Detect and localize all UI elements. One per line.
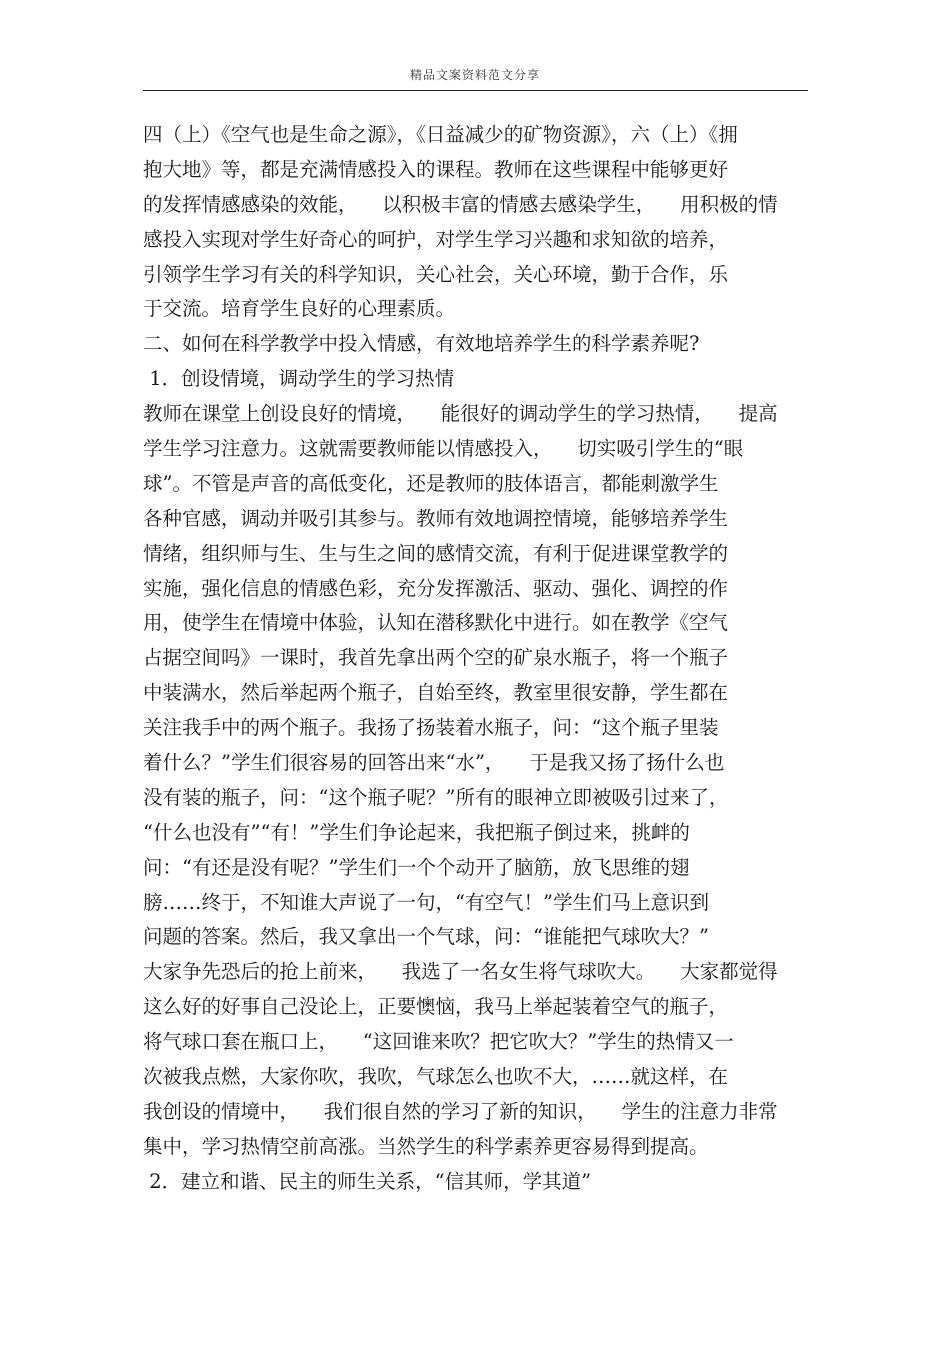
- text-line: 学生学习注意力。这就需要教师能以情感投入， 切实吸引学生的“眼: [143, 437, 744, 461]
- text-line: 情绪，组织师与生、生与生之间的感情交流，有利于促进课堂教学的: [143, 541, 729, 565]
- text-line: 教师在课堂上创设良好的情境， 能很好的调动学生的学习热情， 提高: [143, 402, 778, 426]
- section-heading: 二、如何在科学教学中投入情感，有效地培养学生的科学素养呢?: [143, 332, 700, 356]
- text-line: 感投入实现对学生好奇心的呵护，对学生学习兴趣和求知欲的培养，: [143, 227, 729, 251]
- text-line: 四（上）《空气也是生命之源》，《日益减少的矿物资源》，六（上）《拥: [143, 123, 738, 146]
- text-line: 球”。不管是声音的高低变化，还是教师的肢体语言，都能刺激学生: [143, 471, 719, 495]
- text-line: “什么也没有”“有！”学生们争论起来，我把瓶子倒过来，挑衅的: [143, 820, 690, 844]
- text-line: 占据空间吗》一课时，我首先拿出两个空的矿泉水瓶子，将一个瓶子: [143, 646, 729, 670]
- subsection-heading: 2．建立和谐、民主的师生关系，“信其师，学其道”: [143, 1169, 592, 1193]
- header-divider: [143, 90, 808, 91]
- text-line: 用，使学生在情境中体验，认知在潜移默化中进行。如在教学《空气: [143, 611, 729, 635]
- document-body: [143, 118, 813, 1200]
- text-line: 引领学生学习有关的科学知识，关心社会，关心环境，勤于合作，乐: [143, 262, 729, 286]
- text-line: 问题的答案。然后，我又拿出一个气球，问：“谁能把气球吹大？”: [143, 925, 709, 949]
- text-line: 实施，强化信息的情感色彩，充分发挥激活、驱动、强化、调控的作: [143, 576, 729, 600]
- page-header: 精品文案资料范文分享: [409, 68, 540, 82]
- text-line: 各种官感，调动并吸引其参与。教师有效地调控情境，能够培养学生: [143, 506, 729, 530]
- text-line: 的发挥情感感染的效能， 以积极丰富的情感去感染学生， 用积极的情: [143, 192, 778, 216]
- text-line: 关注我手中的两个瓶子。我扬了扬装着水瓶子，问：“这个瓶子里装: [143, 716, 719, 740]
- text-line: 将气球口套在瓶口上， “这回谁来吹？把它吹大？”学生的热情又一: [143, 1030, 734, 1054]
- subsection-heading: 1．创设情境，调动学生的学习热情: [143, 367, 455, 391]
- text-line: 没有装的瓶子，问：“这个瓶子呢？”所有的眼神立即被吸引过来了，: [143, 785, 729, 809]
- text-line: 我创设的情境中， 我们很自然的学习了新的知识， 学生的注意力非常: [143, 1099, 778, 1123]
- text-line: 问：“有还是没有呢？”学生们一个个动开了脑筋，放飞思维的翅: [143, 855, 690, 879]
- text-line: 中装满水，然后举起两个瓶子，自始至终，教室里很安静，学生都在: [143, 681, 729, 705]
- text-line: 大家争先恐后的抢上前来， 我选了一名女生将气球吹大。 大家都觉得: [143, 960, 778, 984]
- text-line: 膀……终于，不知谁大声说了一句，“有空气！”学生们马上意识到: [143, 890, 709, 914]
- text-line: 于交流。培育学生良好的心理素质。: [143, 297, 456, 321]
- text-line: 着什么？”学生们很容易的回答出来“水”， 于是我又扬了扬什么也: [143, 751, 725, 775]
- text-line: 集中，学习热情空前高涨。当然学生的科学素养更容易得到提高。: [143, 1134, 709, 1158]
- text-line: 这么好的好事自己没论上，正要懊恼，我马上举起装着空气的瓶子，: [143, 995, 729, 1019]
- text-line: 抱大地》等，都是充满情感投入的课程。教师在这些课程中能够更好: [143, 157, 729, 181]
- text-line: 次被我点燃，大家你吹，我吹，气球怎么也吹不大，……就这样，在: [143, 1065, 729, 1089]
